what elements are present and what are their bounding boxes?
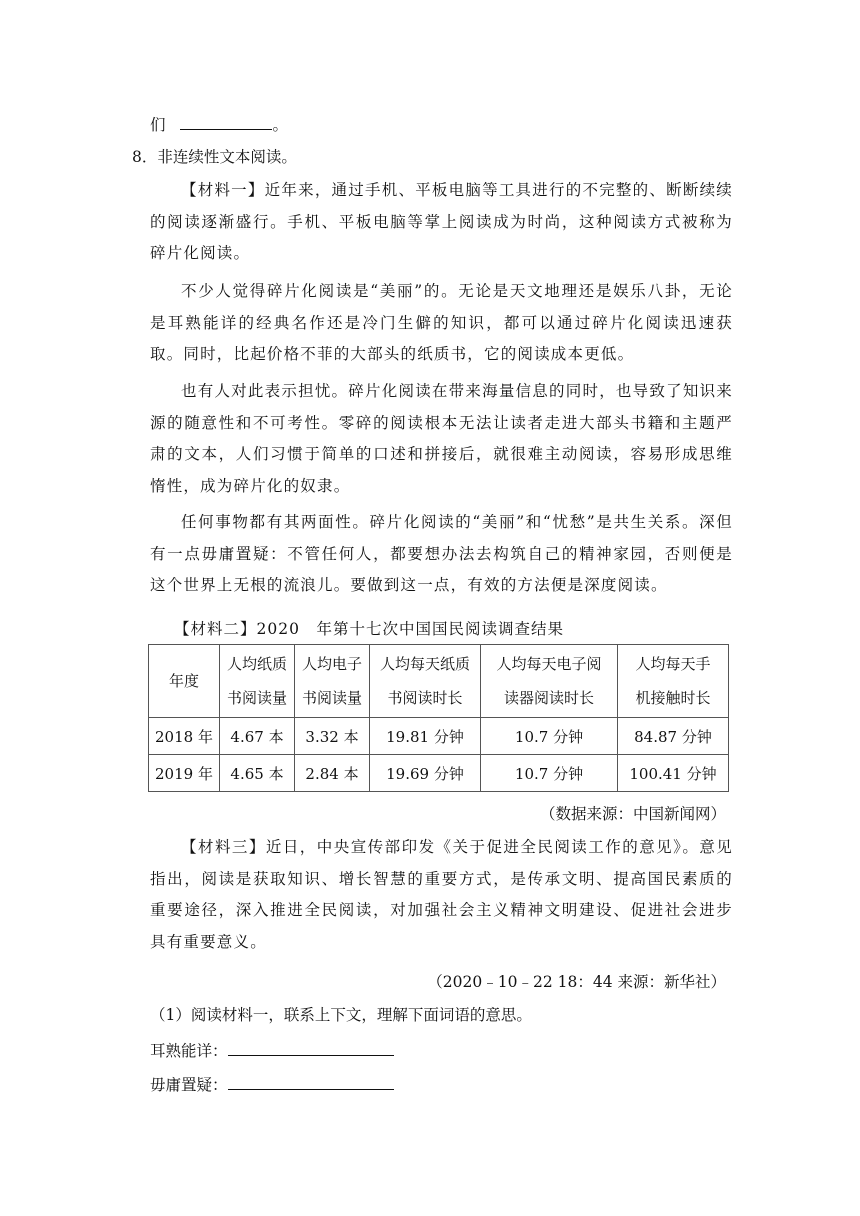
table-cell: 19.81 分钟 xyxy=(370,718,481,755)
material-one-paragraph: 也有人对此表示担忧。碎片化阅读在带来海量信息的同时，也导致了知识来源的随意性和不可考性。零碎的阅读根本无法让读者走进大部头书籍和主题严肃的文本，人们习惯于简单的口述和拼接后，就很难主动阅读，容易形成思维惰性，成为碎片化的奴隶。 xyxy=(150,382,733,495)
header-daily-paper-time: 人均每天纸质 书阅读时长 xyxy=(370,645,481,718)
table-cell: 84.87 分钟 xyxy=(618,718,729,755)
table-cell: 19.69 分钟 xyxy=(370,755,481,792)
header-paper-books: 人均纸质 书阅读量 xyxy=(220,645,295,718)
header-year: 年度 xyxy=(149,645,220,718)
material-one xyxy=(150,175,733,270)
material-two-caption: 【材料二】2020 年第十七次中国国民阅读调查结果 xyxy=(174,620,564,638)
table-cell: 4.67 本 xyxy=(220,718,295,755)
table-cell: 2019 年 xyxy=(149,755,220,792)
term-row-2 xyxy=(150,1073,394,1095)
header-daily-ereader-time: 人均每天电子阅 读器阅读时长 xyxy=(481,645,618,718)
answer-blank[interactable] xyxy=(180,129,272,130)
term-answer-blank[interactable] xyxy=(228,1055,394,1056)
material-three: 【材料三】近日，中央宣传部印发《关于促进全民阅读工作的意见》。意见指出，阅读是获取知识、增长智慧的重要方式，是传承文明、提高国民素质的重要途径，深入推进全民阅读，对加强社会主义精神文明建设、促进社会进步具有重要意义。 xyxy=(150,838,733,951)
term-label: 毋庸置疑： xyxy=(150,1076,228,1094)
sub-question-prompt: （1）阅读材料一，联系上下文，理解下面词语的意思。 xyxy=(150,1006,532,1024)
reading-survey-table xyxy=(148,644,729,792)
header-ebooks: 人均电子 书阅读量 xyxy=(295,645,370,718)
material-one-paragraph: 不少人觉得碎片化阅读是“美丽”的。无论是天文地理还是娱乐八卦，无论是耳熟能详的经典名作还是冷门生僻的知识，都可以通过碎片化阅读迅速获取。同时，比起价格不菲的大部头的纸质书，它的阅读成本更低。 xyxy=(150,282,733,363)
material-one-conclusion xyxy=(150,507,733,602)
table-row xyxy=(149,718,729,755)
material-one-paragraph: 任何事物都有其两面性。碎片化阅读的“美丽”和“忧愁”是共生关系。深但有一点毋庸置疑：不管任何人，都要想办法去构筑自己的精神家园，否则便是这个世界上无根的流浪儿。要做到这一点，有效的方法便是深度阅读。 xyxy=(150,513,733,594)
table-row xyxy=(149,755,729,792)
question-title: 8．非连续性文本阅读。 xyxy=(132,148,297,166)
material-one-paragraph: 【材料一】近年来，通过手机、平板电脑等工具进行的不完整的、断断续续的阅读逐渐盛行。手机、平板电脑等掌上阅读成为时尚，这种阅读方式被称为碎片化阅读。 xyxy=(150,181,733,262)
table-cell: 10.7 分钟 xyxy=(481,755,618,792)
term-label: 耳熟能详： xyxy=(150,1042,228,1060)
material-one-worry xyxy=(150,376,733,502)
table-cell: 3.32 本 xyxy=(295,718,370,755)
table-header-row xyxy=(149,645,729,718)
previous-answer-line: 们 。 xyxy=(150,116,288,134)
table-cell: 2018 年 xyxy=(149,718,220,755)
table-cell: 2.84 本 xyxy=(295,755,370,792)
term-row-1 xyxy=(150,1039,394,1061)
material-two-source: （数据来源：中国新闻网） xyxy=(539,805,726,823)
material-one-beauty xyxy=(150,276,733,371)
table-cell: 10.7 分钟 xyxy=(481,718,618,755)
term-answer-blank[interactable] xyxy=(228,1089,394,1090)
table-cell: 4.65 本 xyxy=(220,755,295,792)
table-cell: 100.41 分钟 xyxy=(618,755,729,792)
header-daily-phone-time: 人均每天手 机接触时长 xyxy=(618,645,729,718)
material-three-source: （2020﹣10﹣22 18：44 来源：新华社） xyxy=(427,973,726,991)
